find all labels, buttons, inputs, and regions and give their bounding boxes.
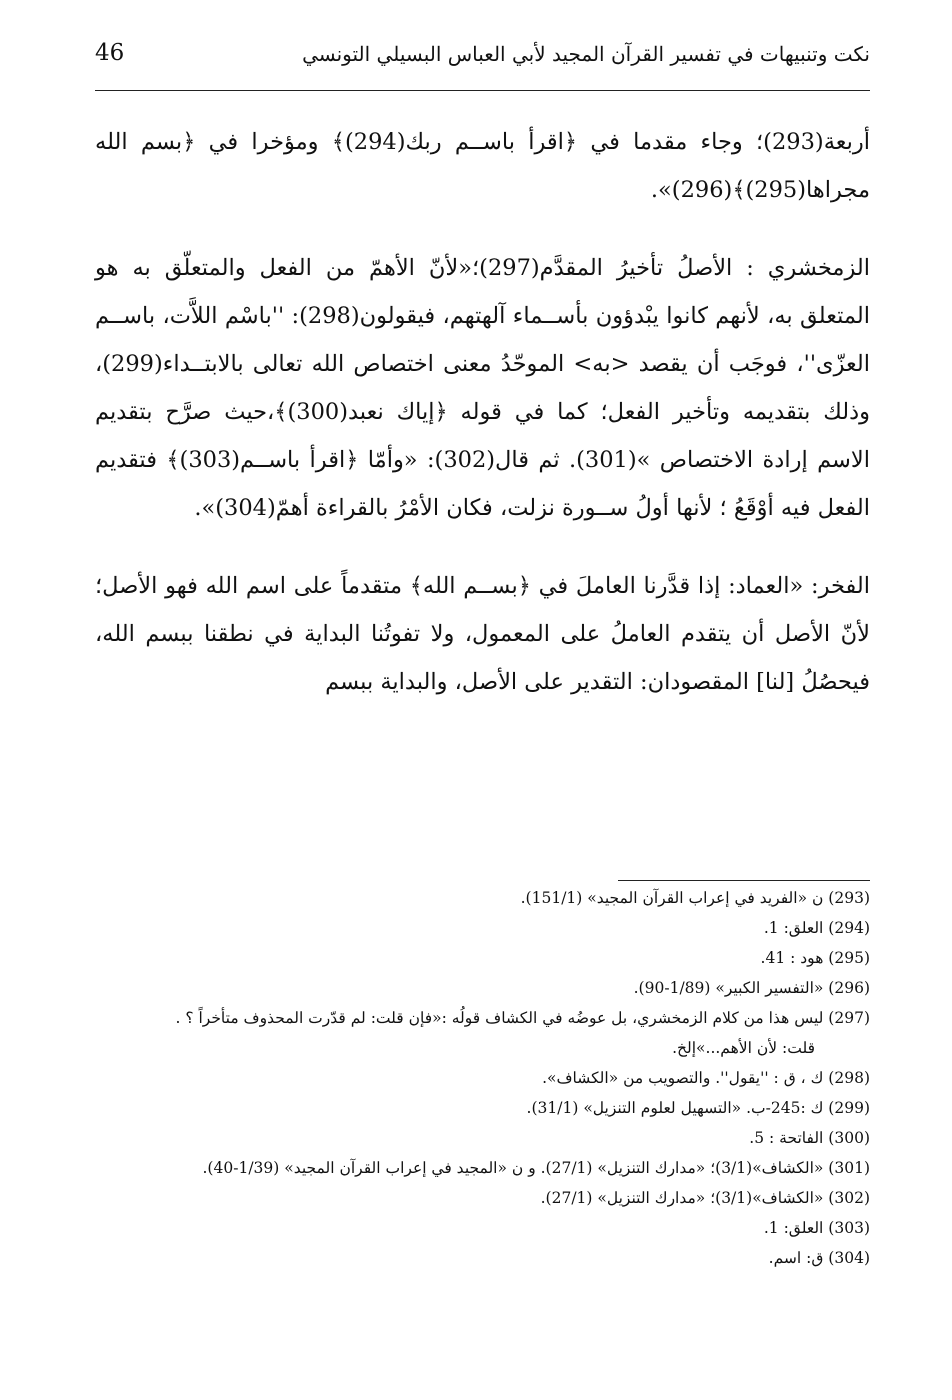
footnote-297: (297) ليس هذا من كلام الزمخشري، بل عوضُه في الكشاف قولُه :«فإن قلت: لم قدّرت المحذوف متأخراً ؟ . قلت: لأن الأهم...»إلخ. (95, 1003, 870, 1063)
footnote-294: (294) العلق: 1. (763, 919, 870, 937)
page-number: 46 (95, 40, 125, 66)
footnote-298: (298) ك ، ق : ''يقول''. والتصويب من «الكشاف». (542, 1069, 870, 1087)
page-header (95, 30, 870, 91)
footnote-separator (618, 880, 870, 881)
footnote-297-continuation: قلت: لأن الأهم...»إلخ. (672, 1039, 815, 1057)
footnotes-list (95, 883, 870, 1273)
footnote-295: (295) هود : 41. (760, 949, 870, 967)
footnote-299: (299) ك :245-ب. «التسهيل لعلوم التنزيل» (31/1). (526, 1099, 870, 1117)
footnote-293: (293) ن «الفريد في إعراب القرآن المجيد» (151/1). (520, 889, 870, 907)
running-title: نكت وتنبيهات في تفسير القرآن المجيد لأبي العباس البسيلي التونسي (302, 42, 870, 66)
paragraph-3: الفخر: «العماد: إذا قدَّرنا العاملَ في ﴿بســم الله﴾ متقدماً على اسم الله فهو الأصل؛ لأنّ الأصل أن يتقدم العاملُ على المعمول، ولا تفوتُنا البداية في نطقنا ببسم الله، فيحصُلُ [لنا] المقصودان: التقدير على الأصل، والبداية ببسم (95, 573, 870, 695)
main-text (95, 118, 870, 736)
footnote-300: (300) الفاتحة : 5. (749, 1129, 870, 1147)
footnote-296: (296) «التفسير الكبير» (1/89-90). (633, 979, 870, 997)
footnote-303: (303) العلق: 1. (763, 1219, 870, 1237)
paragraph-1: أربعة(293)؛ وجاء مقدما في ﴿اقرأ باســم ربك(294)﴾ ومؤخرا في ﴿بسم الله مجراها(295)﴾(296)». (95, 129, 870, 203)
footnote-301: (301) «الكشاف»(3/1)؛ «مدارك التنزيل» (27/1). و ن «المجيد في إعراب القرآن المجيد» (1/39-40). (202, 1159, 870, 1177)
footnote-302: (302) «الكشاف»(3/1)؛ «مدارك التنزيل» (27/1). (540, 1189, 870, 1207)
footnote-304: (304) ق: اسم. (768, 1249, 870, 1267)
paragraph-2: الزمخشري : الأصلُ تأخيرُ المقدَّم(297)؛«لأنّ الأهمّ من الفعل والمتعلّق به هو المتعلق به، لأنهم كانوا يبْدؤون بأســماء آلهتهم، فيقولون(298): ''باسْم اللاَّت، باســم العزّى''، فوجَب أن يقصد <به> الموحّدُ معنى اختصاص الله تعالى بالابتــداء(299)، وذلك بتقديمه وتأخير الفعل؛ كما في قوله ﴿إياك نعبد(300)﴾،حيث صرَّح بتقديم الاسم إرادة الاختصاص »(301). ثم قال(302): «وأمّا ﴿اقرأ باســم(303)﴾ فتقديم الفعل فيه أوْقَعُ ؛ لأنها أولُ ســورة نزلت، فكان الأمْرُ بالقراءة أهمّ(304)». (95, 255, 871, 521)
